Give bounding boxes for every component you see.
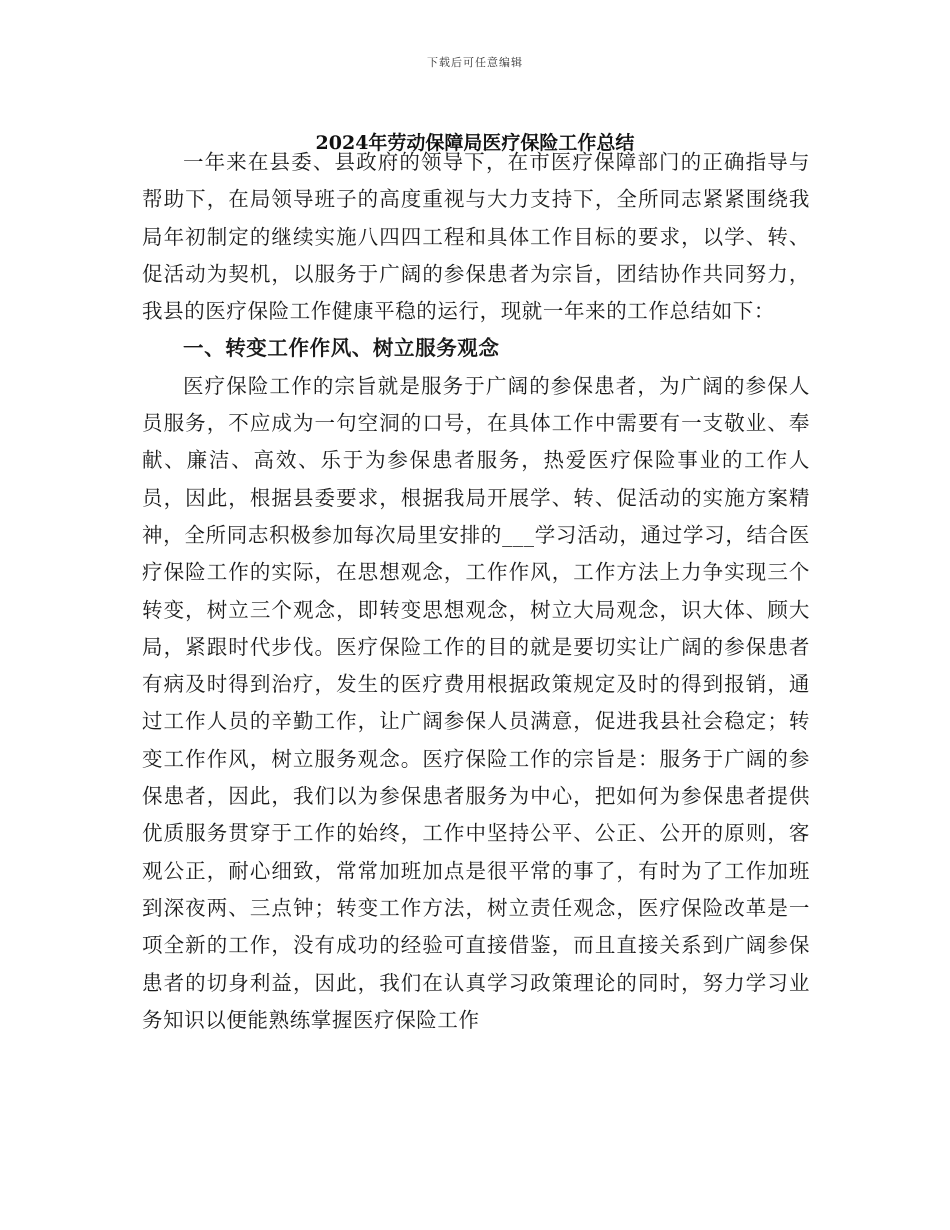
intro-paragraph: 一年来在县委、县政府的领导下，在市医疗保障部门的正确指导与帮助下，在局领导班子的高度重视与大力支持下，全所同志紧紧围绕我局年初制定的继续实施八四四工程和具体工作目标的要求，以学、转、促活动为契机，以服务于广阔的参保患者为宗旨，团结协作共同努力，我县的医疗保险工作健康平稳的运行，现就一年来的工作总结如下：	[142, 150, 810, 324]
section-heading: 一、转变工作作风、树立服务观念	[183, 336, 500, 361]
document-title: 2024年劳动保障局医疗保险工作总结	[315, 132, 635, 154]
header-note: 下载后可任意编辑	[427, 56, 523, 69]
section-paragraph: 医疗保险工作的宗旨就是服务于广阔的参保患者，为广阔的参保人员服务，不应成为一句空洞的口号，在具体工作中需要有一支敬业、奉献、廉洁、高效、乐于为参保患者服务，热爱医疗保险事业的工作人员，因此，根据县委要求，根据我局开展学、转、促活动的实施方案精神，全所同志积极参加每次局里安排的___学习活动，通过学习，结合医疗保险工作的实际，在思想观念，工作作风，工作方法上力争实现三个转变，树立三个观念，即转变思想观念，树立大局观念，识大体、顾大局，紧跟时代步伐。医疗保险工作的目的就是要切实让广阔的参保患者有病及时得到治疗，发生的医疗费用根据政策规定及时的得到报销，通过工作人员的辛勤工作，让广阔参保人员满意，促进我县社会稳定；转变工作作风，树立服务观念。医疗保险工作的宗旨是：服务于广阔的参保患者，因此，我们以为参保患者服务为中心，把如何为参保患者提供优质服务贯穿于工作的始终，工作中坚持公平、公正、公开的原则，客观公正，耐心细致，常常加班加点是很平常的事了，有时为了工作加班到深夜两、三点钟；转变工作方法，树立责任观念，医疗保险改革是一项全新的工作，没有成功的经验可直接借鉴，而且直接关系到广阔参保患者的切身利益，因此，我们在认真学习政策理论的同时，努力学习业务知识以便能熟练掌握医疗保险工作	[142, 373, 810, 1032]
document-body	[142, 144, 810, 1039]
